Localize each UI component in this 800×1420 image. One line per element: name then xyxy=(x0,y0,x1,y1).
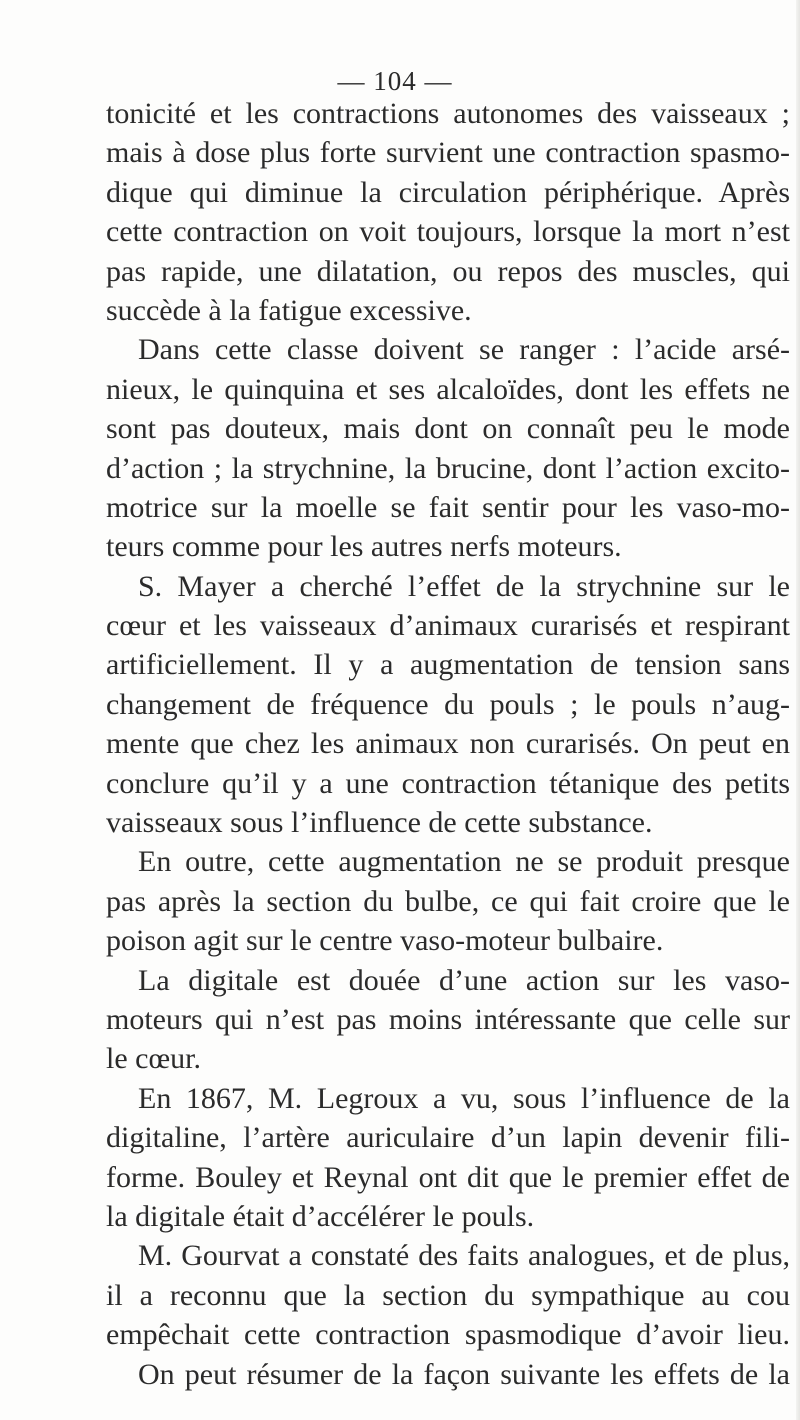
text-line: En 1867, M. Legroux a vu, sous l’influence de la xyxy=(138,1081,790,1115)
page-edge-shadow xyxy=(796,0,800,1420)
text-line: cœur et les vaisseaux d’animaux curarisés et respirant xyxy=(106,609,790,643)
text-line: tonicité et les contractions autonomes des vaisseaux ; xyxy=(106,97,790,130)
text-line: succède à la fatigue excessive. xyxy=(106,293,472,327)
text-line: artificiellement. Il y a augmentation de tension sans xyxy=(106,648,790,682)
text-line: nieux, le quinquina et ses alcaloïdes, dont les effets ne xyxy=(106,372,790,406)
text-line: cette contraction on voit toujours, lorsque la mort n’est xyxy=(106,215,790,249)
text-line: dique qui diminue la circulation périphérique. Après xyxy=(106,175,790,209)
text-line: vaisseaux sous l’influence de cette substance. xyxy=(106,806,653,840)
text-line: teurs comme pour les autres nerfs moteurs. xyxy=(106,530,622,564)
text-line: S. Mayer a cherché l’effet de la strychnine sur le xyxy=(138,569,790,603)
text-line: mente que chez les animaux non curarisés. On peut en xyxy=(106,727,790,761)
text-line: forme. Bouley et Reynal ont dit que le premier effet de xyxy=(106,1160,790,1194)
text-line: digitaline, l’artère auriculaire d’un lapin devenir fili- xyxy=(106,1121,790,1155)
text-line: moteurs qui n’est pas moins intéressante que celle sur xyxy=(106,1002,790,1036)
text-line: En outre, cette augmentation ne se produit presque xyxy=(138,845,790,879)
text-line: mais à dose plus forte survient une contraction spasmo- xyxy=(106,136,790,170)
text-line: d’action ; la strychnine, la brucine, dont l’action excito- xyxy=(106,451,790,485)
text-line: il a reconnu que la section du sympathique au cou xyxy=(106,1278,790,1312)
text-line: conclure qu’il y a une contraction tétanique des petits xyxy=(106,766,790,800)
text-line: sont pas douteux, mais dont on connaît peu le mode xyxy=(106,412,790,446)
text-line: On peut résumer de la façon suivante les effets de la xyxy=(138,1357,790,1391)
text-line: pas rapide, une dilatation, ou repos des muscles, qui xyxy=(106,254,790,288)
text-line: M. Gourvat a constaté des faits analogues, et de plus, xyxy=(138,1239,790,1273)
text-line: pas après la section du bulbe, ce qui fait croire que le xyxy=(106,884,790,918)
body-text xyxy=(106,94,790,1394)
text-line: motrice sur la moelle se fait sentir pour les vaso-mo- xyxy=(106,490,790,524)
text-line: le cœur. xyxy=(106,1042,201,1076)
text-line: La digitale est douée d’une action sur les vaso- xyxy=(138,963,790,997)
text-line: poison agit sur le centre vaso-moteur bulbaire. xyxy=(106,924,664,958)
text-line: Dans cette classe doivent se ranger : l’acide arsé- xyxy=(138,333,790,367)
text-line: changement de fréquence du pouls ; le pouls n’aug- xyxy=(106,687,790,721)
text-line: la digitale était d’accélérer le pouls. xyxy=(106,1199,535,1233)
text-line: empêchait cette contraction spasmodique d’avoir lieu. xyxy=(106,1318,790,1352)
page-number: — 104 — xyxy=(337,66,453,96)
